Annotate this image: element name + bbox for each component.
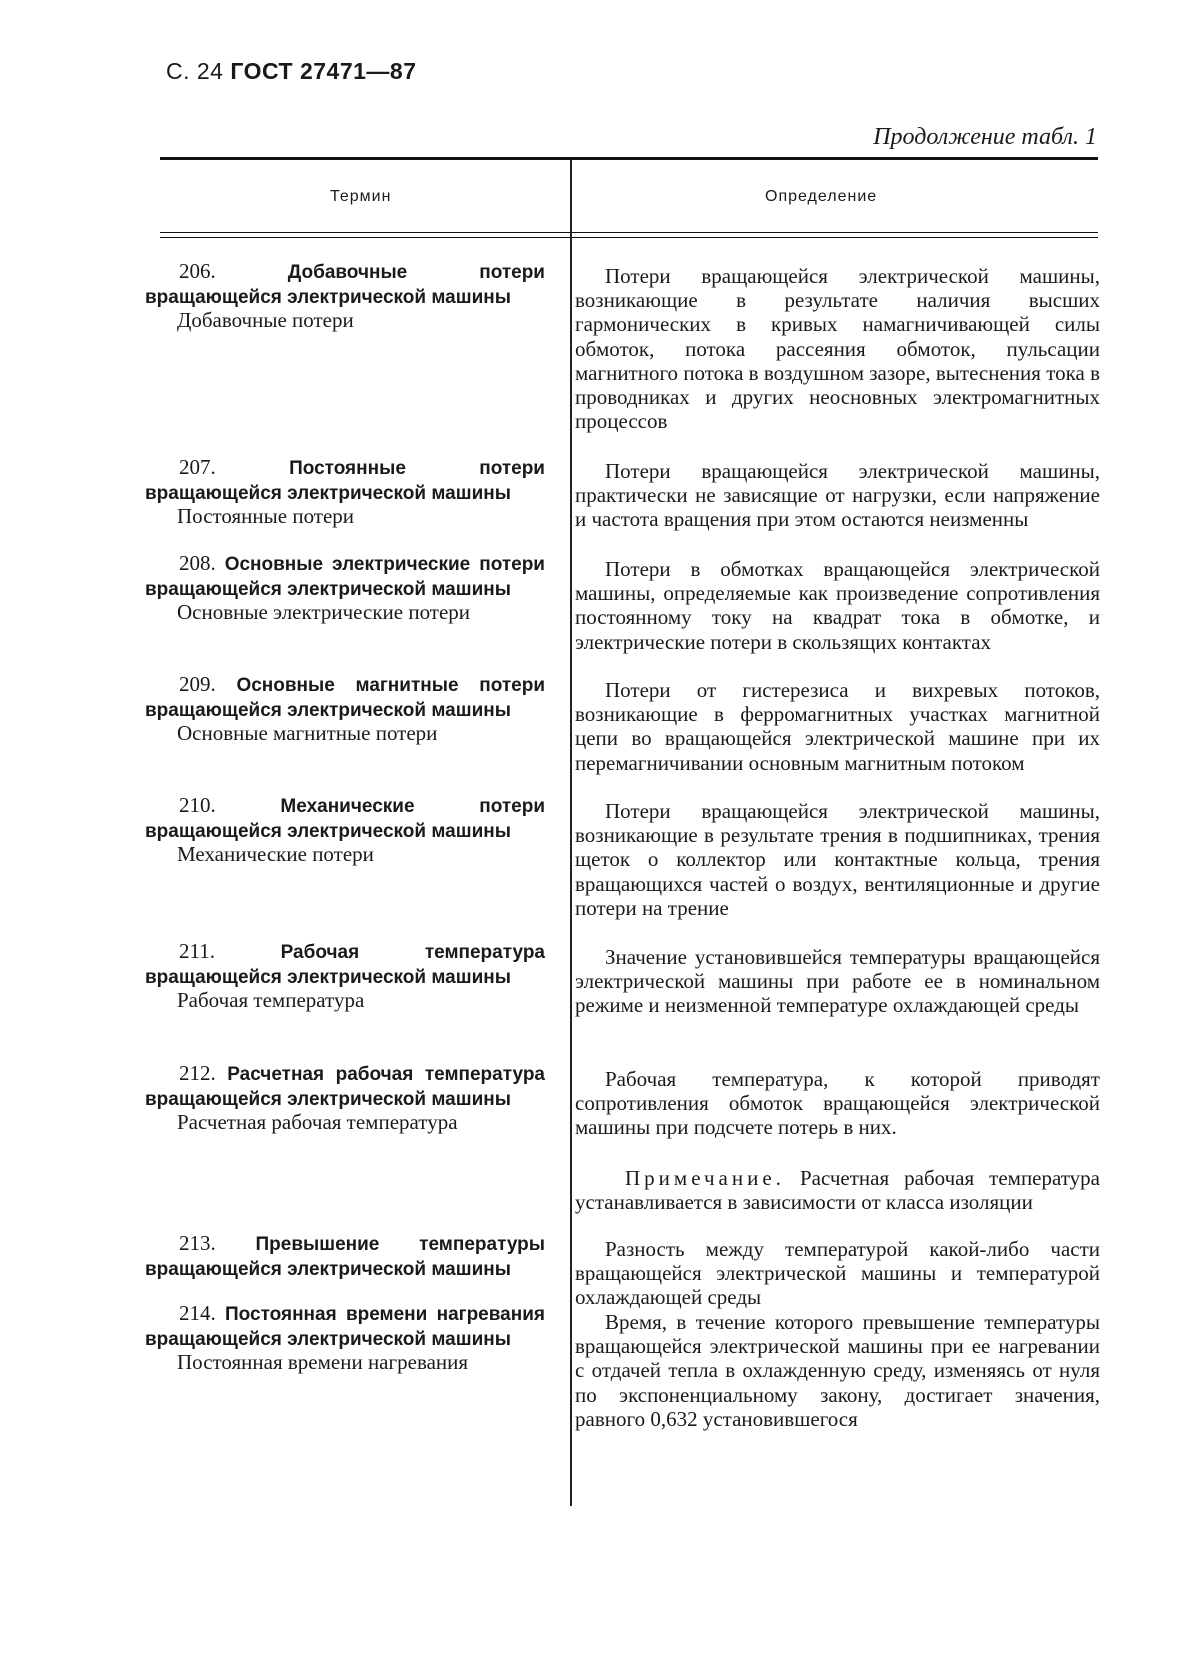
term-212: 212. Расчетная рабочая температура вращающейся электрической машины Расчетная рабочая температура <box>145 1061 545 1134</box>
term-207-short: Постоянные потери <box>177 504 355 528</box>
term-214-short: Постоянная времени нагревания <box>177 1350 469 1374</box>
term-212-short: Расчетная рабочая температура <box>177 1110 458 1134</box>
note-label: Примечание. <box>625 1166 785 1190</box>
standard-number: ГОСТ 27471—87 <box>230 58 417 84</box>
definition-214: Время, в течение которого превышение температуры вращающейся электрической машины при ее нагревании с отдачей тепла в охлажденную среду, изменяясь от нуля по экспоненциальному закону, достигает значения, равного 0,632 установившегося <box>575 1310 1100 1431</box>
definition-211: Значение установившейся температуры вращающейся электрической машины при работе ее в номинальном режиме и неизменной температуре охлаждающей среды <box>575 945 1100 1018</box>
term-210-short: Механические потери <box>177 842 374 866</box>
term-210: 210. Механические потери вращающейся электрической машины Механические потери <box>145 793 545 866</box>
term-209-title: Основные магнитные потери вращающейся электрической машины <box>145 675 546 721</box>
term-206: 206. Добавочные потери вращающейся электрической машины Добавочные потери <box>145 259 545 332</box>
term-211-short: Рабочая температура <box>177 988 365 1012</box>
term-211: 211. Рабочая температура вращающейся электрической машины Рабочая температура <box>145 939 545 1012</box>
definition-207: Потери вращающейся электрической машины, практически не зависящие от нагрузки, если напряжение и частота вращения при этом остаются неизменны <box>575 459 1100 532</box>
column-header-definition: Определение <box>765 188 878 205</box>
column-header-term: Термин <box>330 188 392 205</box>
definition-206: Потери вращающейся электрической машины, возникающие в результате наличия высших гармонических в кривых намагничивающей силы обмоток, потока рассеяния обмоток, пульсации магнитного потока в воздушном зазоре, вытеснения тока в проводниках и других неосновных электромагнитных процессов <box>575 264 1100 434</box>
term-214: 214. Постоянная времени нагревания вращающейся электрической машины Постоянная времени нагревания <box>145 1301 545 1374</box>
term-208: 208. Основные электрические потери вращающейся электрической машины Основные электрические потери <box>145 551 545 624</box>
table-continuation-label: Продолжение табл. 1 <box>873 124 1097 150</box>
definition-212: Рабочая температура, к которой приводят сопротивления обмоток вращающейся электрической машины при подсчете потерь в них. <box>575 1067 1100 1140</box>
page-number: С. 24 <box>166 58 224 84</box>
term-210-title: Механические потери вращающейся электрической машины <box>145 796 545 842</box>
note-text: Расчетная рабочая температура устанавливается в зависимости от класса изоляции <box>575 1166 1100 1214</box>
term-206-short: Добавочные потери <box>177 308 354 332</box>
term-209: 209. Основные магнитные потери вращающейся электрической машины Основные магнитные потери <box>145 672 546 745</box>
term-208-title: Основные электрические потери вращающейся электрической машины <box>145 554 545 600</box>
page-header <box>166 58 417 85</box>
term-206-title: Добавочные потери вращающейся электрической машины <box>145 262 545 308</box>
term-208-short: Основные электрические потери <box>177 600 471 624</box>
table-top-rule <box>160 157 1098 160</box>
table-header-rule <box>160 232 1098 238</box>
definition-213: Разность между температурой какой-либо части вращающейся электрической машины и температурой охлаждающей среды <box>575 1237 1100 1310</box>
definition-209: Потери от гистерезиса и вихревых потоков, возникающие в ферромагнитных участках магнитной цепи во вращающейся электрической машине при их перемагничивании основным магнитным потоком <box>575 678 1100 775</box>
term-213-title: Превышение температуры вращающейся электрической машины <box>145 1234 545 1280</box>
definition-210: Потери вращающейся электрической машины, возникающие в результате трения в подшипниках, трения щеток о коллектор или контактные кольца, трения вращающихся частей о воздух, вентиляционные и другие потери на трение <box>575 799 1100 920</box>
term-214-title: Постоянная времени нагревания вращающейся электрической машины <box>145 1304 545 1350</box>
note-212 <box>575 1166 1100 1214</box>
term-209-short: Основные магнитные потери <box>177 721 438 745</box>
term-213: 213. Превышение температуры вращающейся электрической машины <box>145 1231 545 1280</box>
term-212-title: Расчетная рабочая температура вращающейся электрической машины <box>145 1064 545 1110</box>
term-211-title: Рабочая температура вращающейся электрической машины <box>145 942 545 988</box>
term-207-title: Постоянные потери вращающейся электрической машины <box>145 458 545 504</box>
column-divider <box>570 160 572 1506</box>
definition-208: Потери в обмотках вращающейся электрической машины, определяемые как произведение сопротивления постоянному току на квадрат тока в обмотке, и электрические потери в скользящих контактах <box>575 557 1100 654</box>
term-207: 207. Постоянные потери вращающейся электрической машины Постоянные потери <box>145 455 545 528</box>
